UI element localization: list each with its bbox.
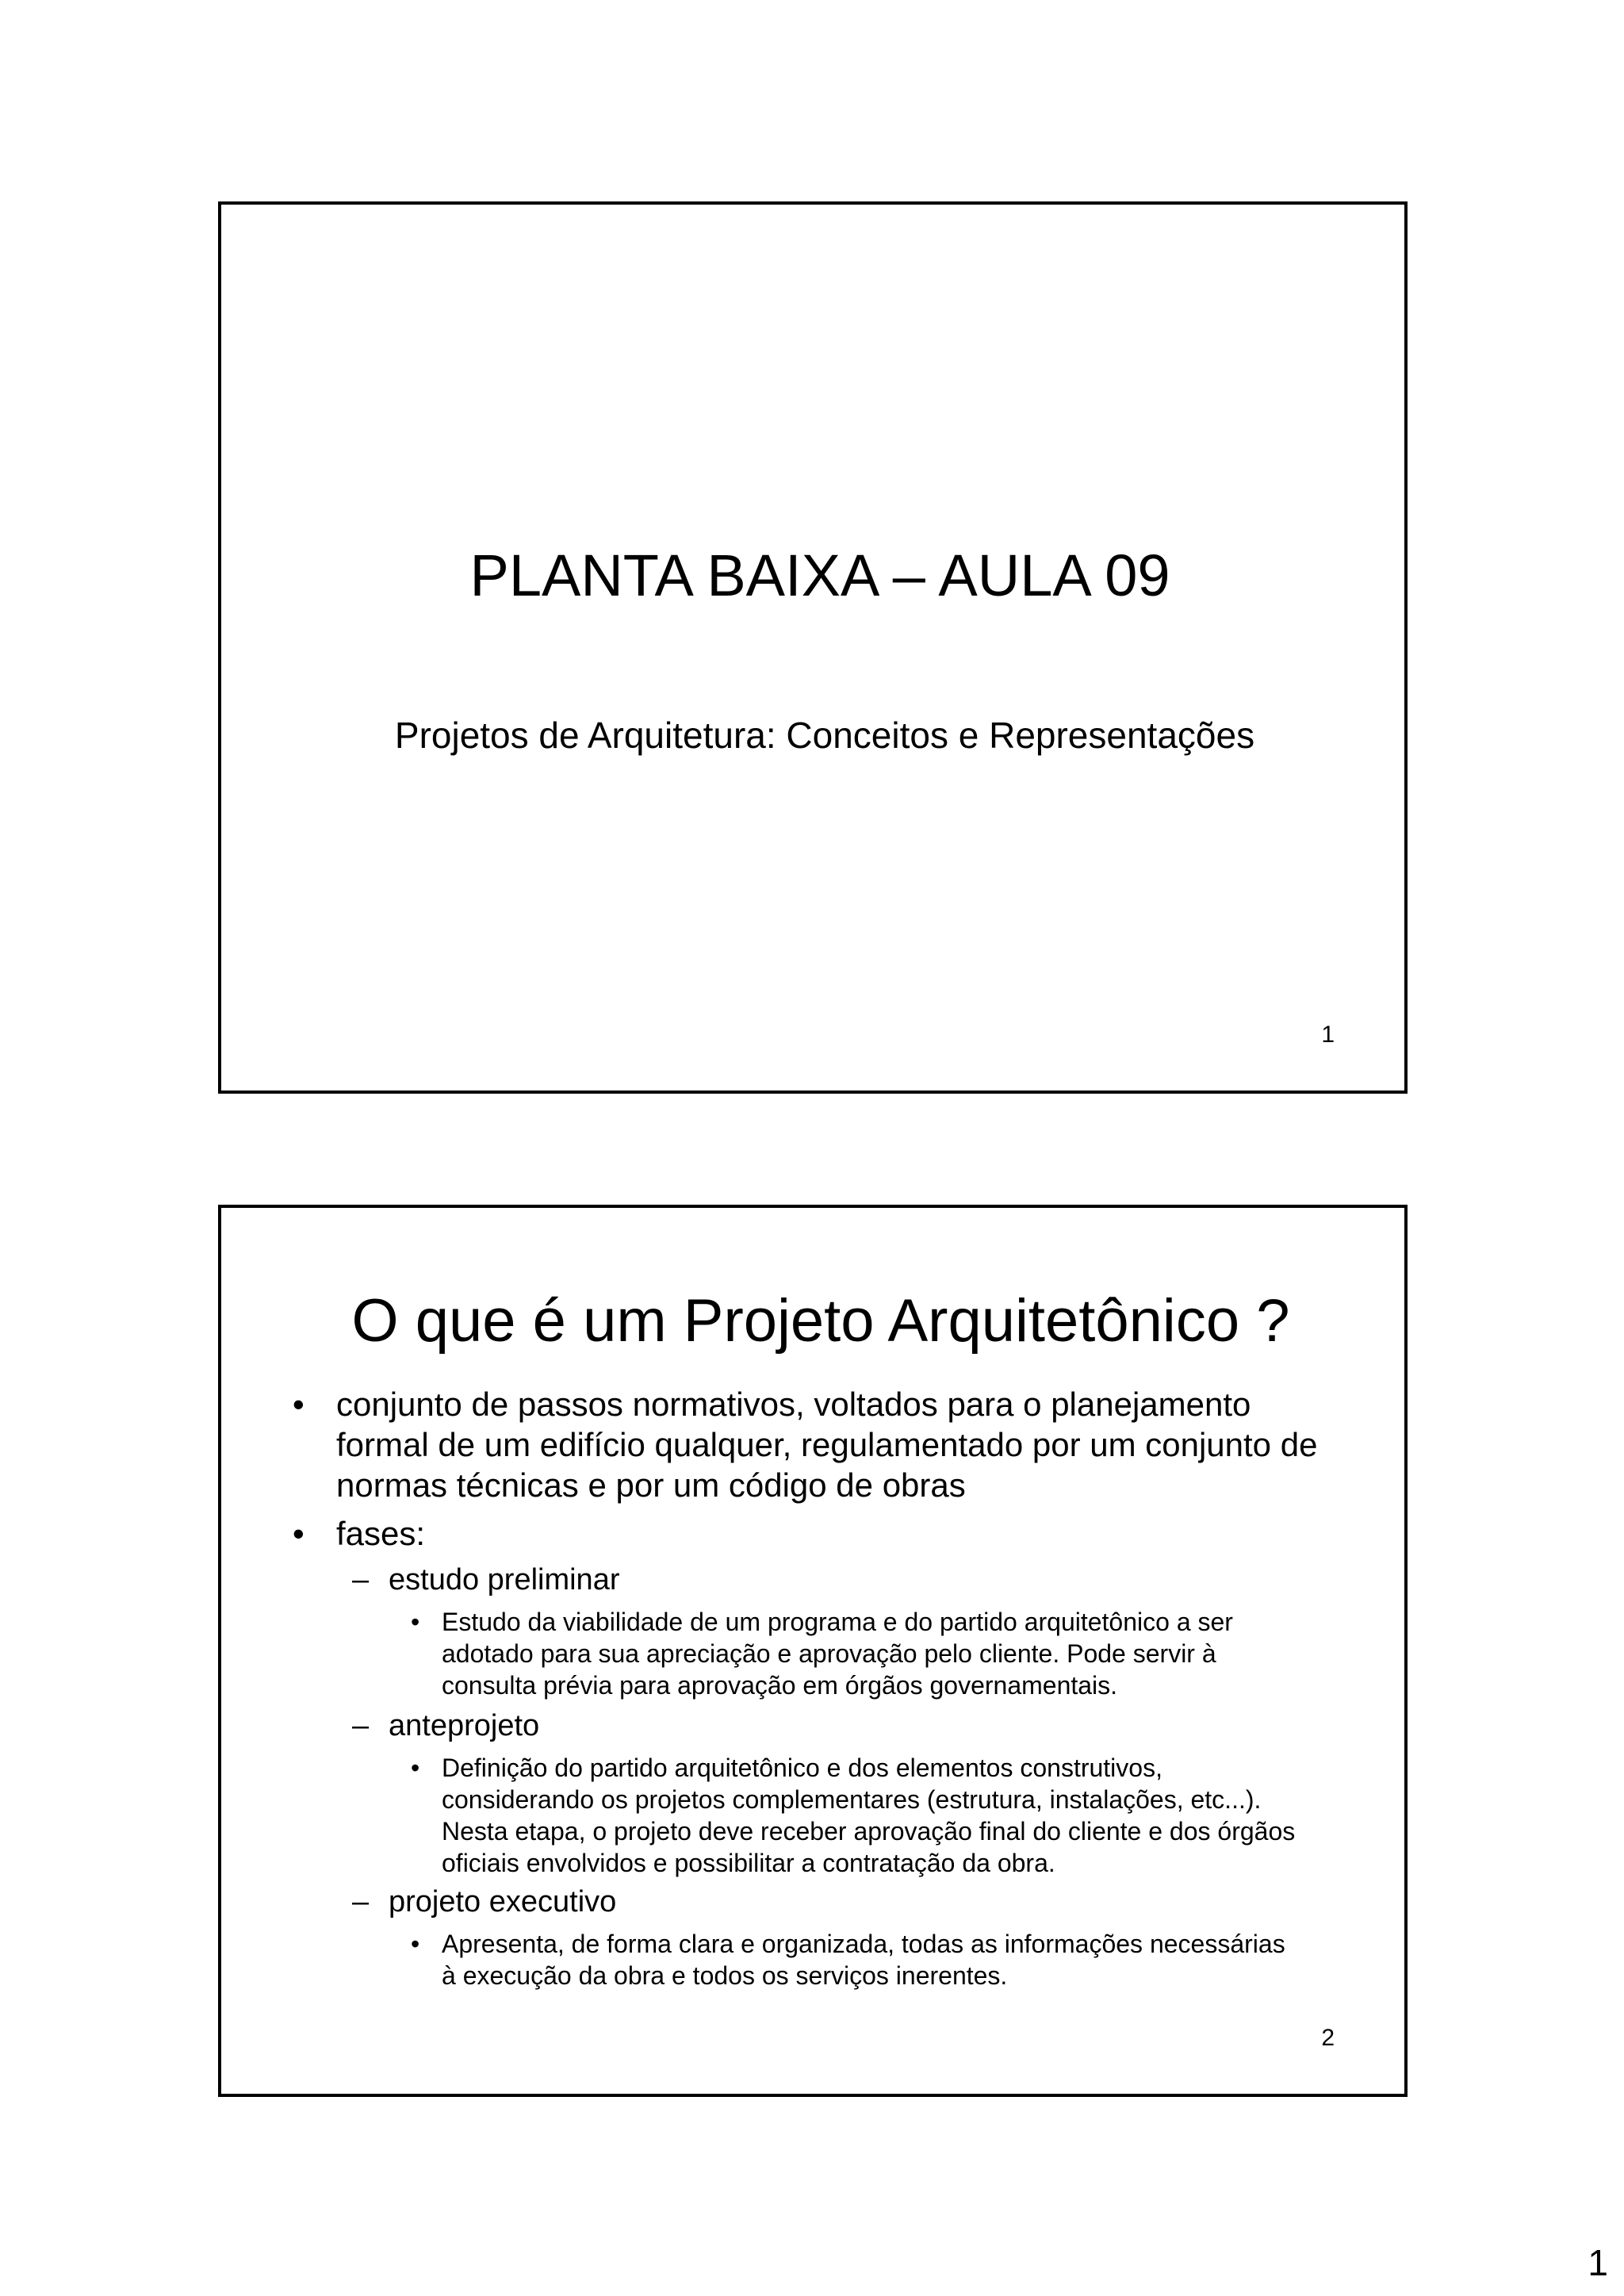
slide-2-number: 2 bbox=[1321, 2025, 1335, 2051]
sub-bullet-marker: • bbox=[411, 1930, 420, 1958]
dash-marker: – bbox=[352, 1885, 370, 1918]
sub-bullet-marker: • bbox=[411, 1608, 420, 1636]
bullet-1-line-1: conjunto de passos normativos, voltados para o planejamento bbox=[336, 1386, 1251, 1423]
bullet-1-line-3: normas técnicas e por um código de obras bbox=[336, 1466, 966, 1504]
phase-2-label: anteprojeto bbox=[389, 1709, 540, 1742]
phase-1-line-1: Estudo da viabilidade de um programa e do partido arquitetônico a ser bbox=[442, 1608, 1233, 1636]
phase-2-line-4: oficiais envolvidos e possibilitar a contratação da obra. bbox=[442, 1849, 1055, 1877]
sub-bullet-marker: • bbox=[411, 1754, 420, 1782]
slide-1-subtitle: Projetos de Arquitetura: Conceitos e Representações bbox=[394, 715, 1255, 756]
phase-3-line-2: à execução da obra e todos os serviços inerentes. bbox=[442, 1961, 1008, 1990]
slide-2 bbox=[218, 1205, 1408, 2097]
phase-3-line-1: Apresenta, de forma clara e organizada, todas as informações necessárias bbox=[442, 1930, 1285, 1958]
phase-1-line-3: consulta prévia para aprovação em órgãos governamentais. bbox=[442, 1671, 1118, 1700]
bullet-marker: • bbox=[293, 1515, 304, 1552]
phase-1-label: estudo preliminar bbox=[389, 1563, 620, 1596]
dash-marker: – bbox=[352, 1563, 370, 1596]
slide-1 bbox=[218, 201, 1408, 1094]
slide-1-title: PLANTA BAIXA – AULA 09 bbox=[469, 542, 1170, 608]
bullet-2-label: fases: bbox=[336, 1515, 426, 1552]
phase-2-line-1: Definição do partido arquitetônico e dos elementos construtivos, bbox=[442, 1754, 1162, 1782]
bullet-1-line-2: formal de um edifício qualquer, regulamentado por um conjunto de bbox=[336, 1426, 1318, 1463]
phase-3-label: projeto executivo bbox=[389, 1885, 617, 1918]
bullet-marker: • bbox=[293, 1386, 304, 1423]
slide-1-number: 1 bbox=[1321, 1022, 1335, 1048]
phase-2-line-3: Nesta etapa, o projeto deve receber aprovação final do cliente e dos órgãos bbox=[442, 1817, 1296, 1846]
phase-1-line-2: adotado para sua apreciação e aprovação pelo cliente. Pode servir à bbox=[442, 1639, 1216, 1668]
slide-2-title: O que é um Projeto Arquitetônico ? bbox=[351, 1287, 1290, 1355]
dash-marker: – bbox=[352, 1709, 370, 1742]
page-number: 1 bbox=[1588, 2242, 1608, 2283]
phase-2-line-2: considerando os projetos complementares (estrutura, instalações, etc...). bbox=[442, 1785, 1262, 1814]
